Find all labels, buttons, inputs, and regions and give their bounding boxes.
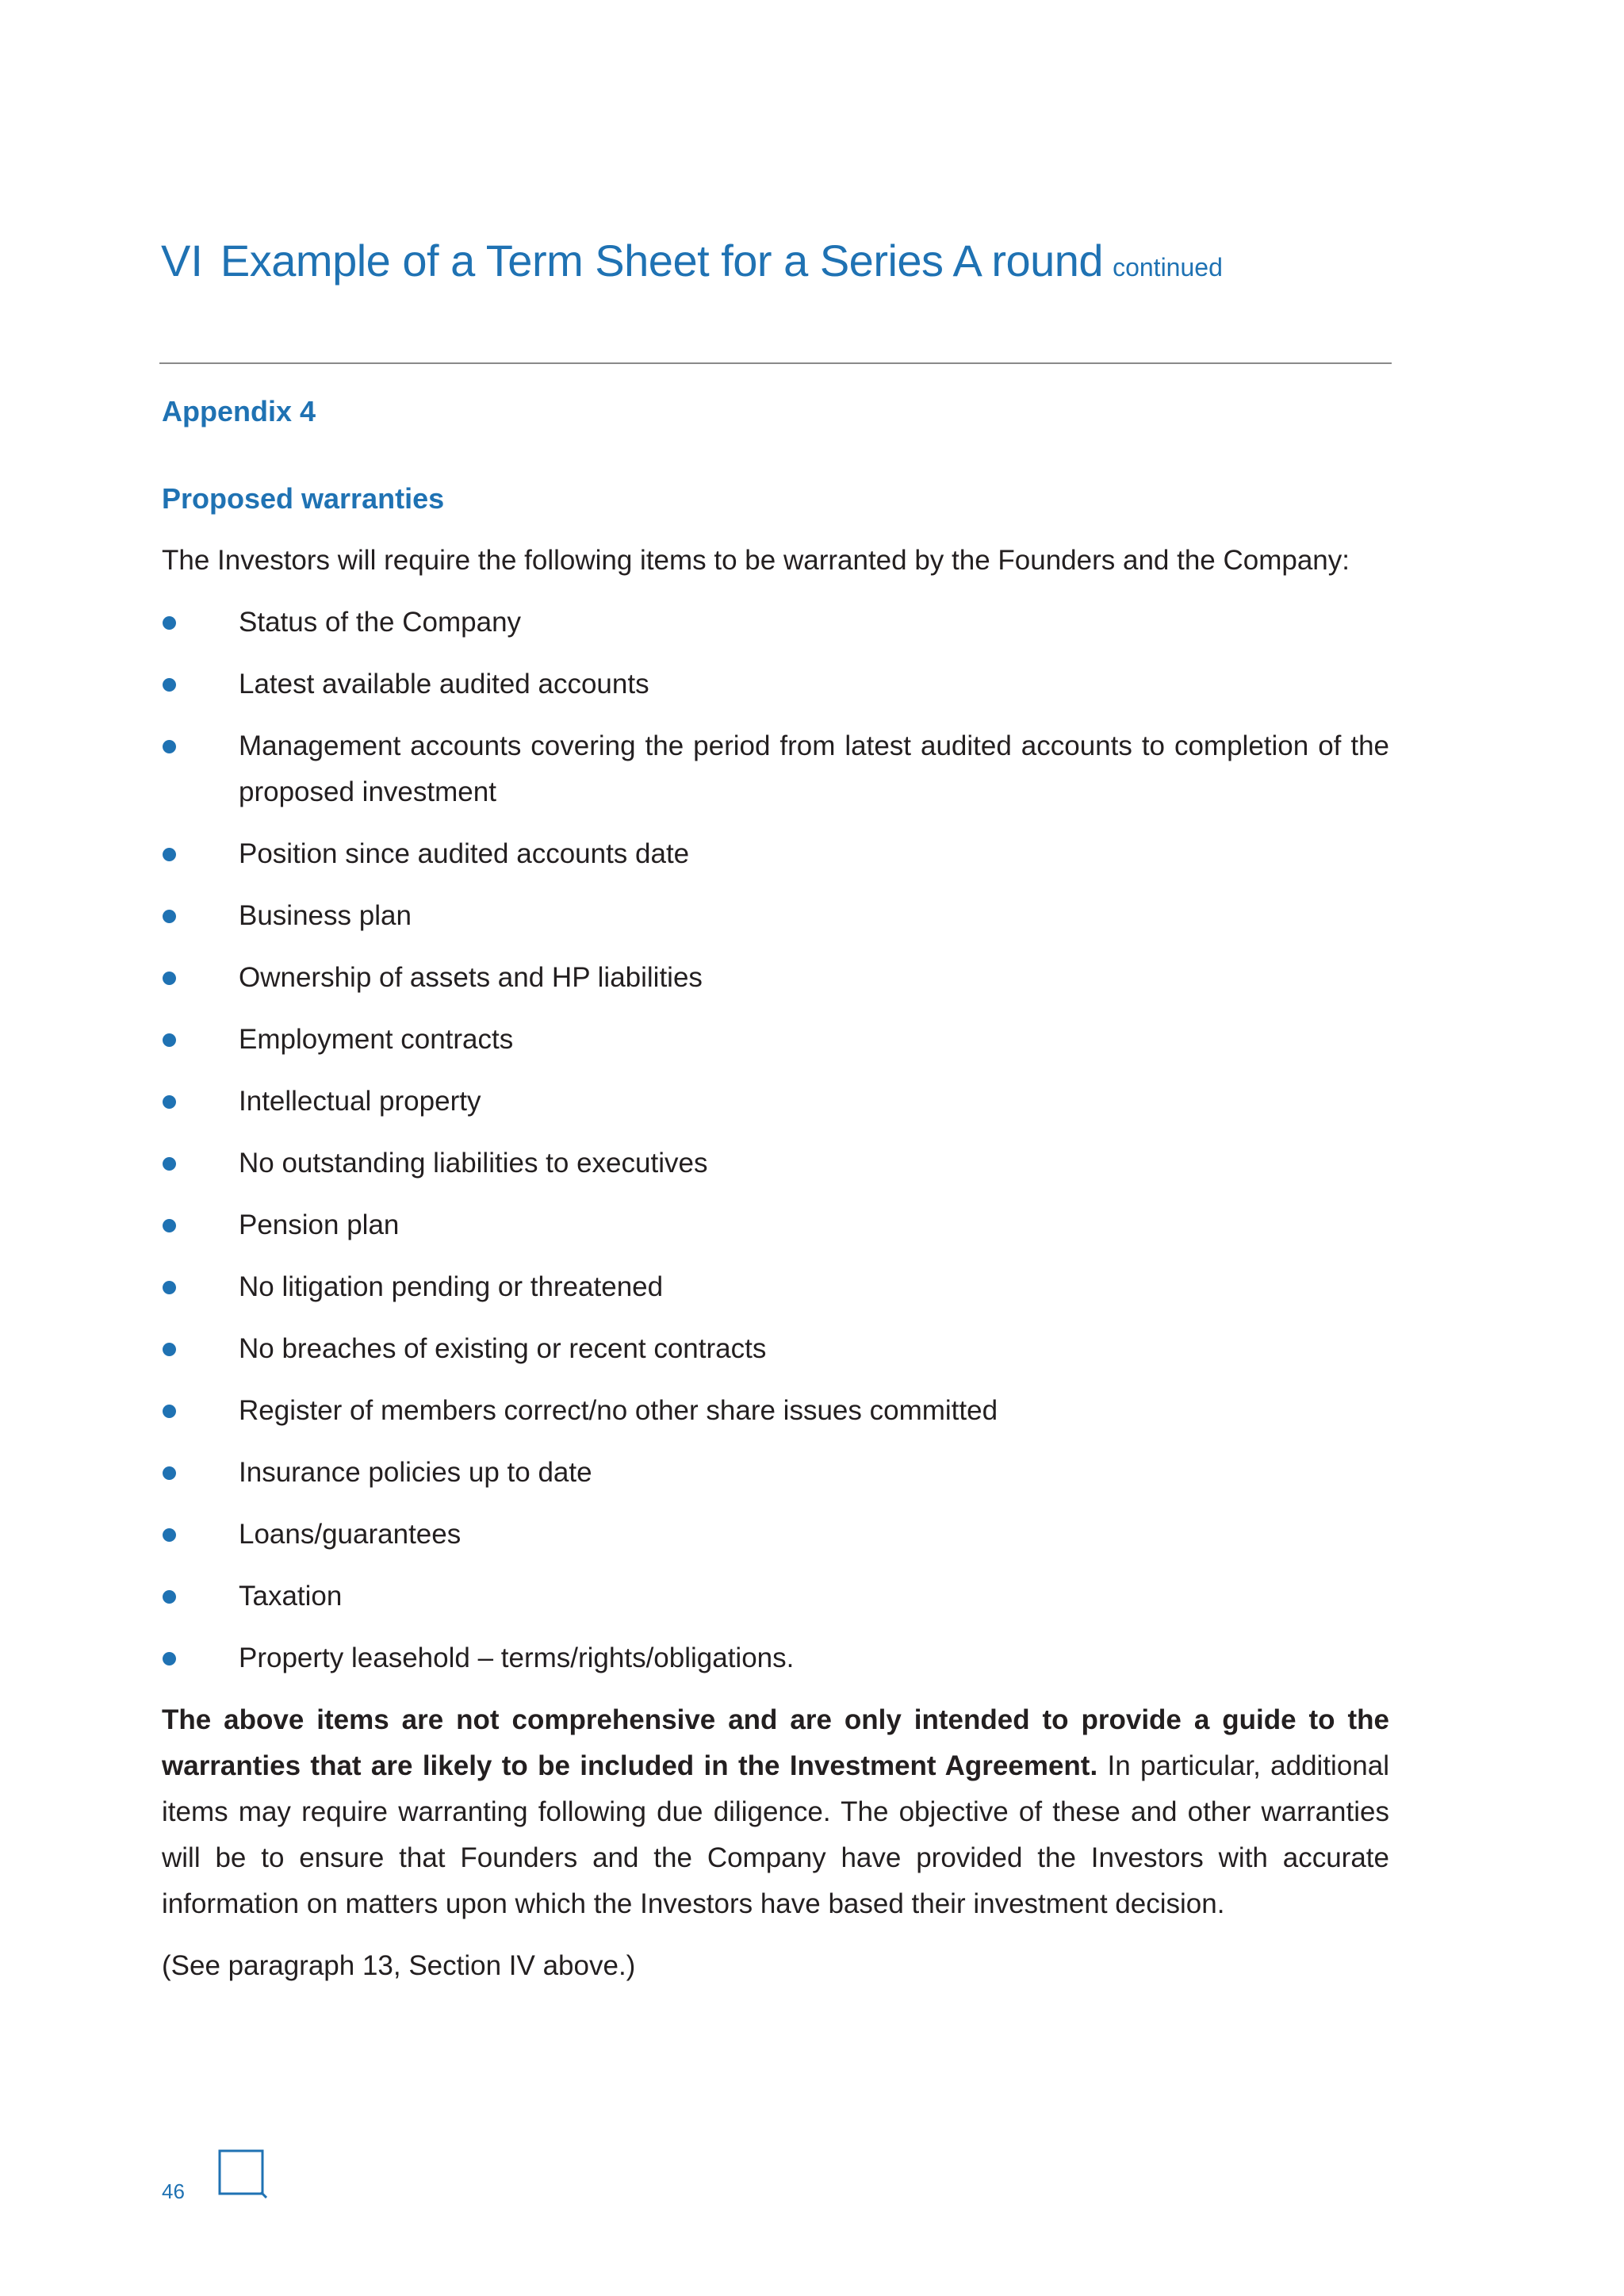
reference-note: (See paragraph 13, Section IV above.)	[162, 1950, 636, 1981]
warranty-item	[162, 1017, 1389, 1063]
warranty-item	[162, 661, 1389, 707]
bullet-dot-icon	[163, 1405, 176, 1418]
warranty-item-text: No outstanding liabilities to executives	[239, 1148, 708, 1179]
warranty-item-text: Property leasehold – terms/rights/obligations.	[239, 1642, 795, 1673]
warranty-list	[162, 600, 1389, 1681]
warranty-item	[162, 831, 1389, 877]
warranty-item	[162, 955, 1389, 1001]
header-divider	[159, 362, 1392, 364]
bullet-dot-icon	[163, 848, 176, 861]
page-header	[161, 235, 1392, 286]
section-number: VI	[161, 236, 203, 286]
bullet-dot-icon	[163, 1033, 176, 1047]
warranty-item-text: Ownership of assets and HP liabilities	[239, 962, 703, 993]
warranty-item	[162, 893, 1389, 939]
section-subheading: Proposed warranties	[162, 482, 445, 515]
appendix-heading: Appendix 4	[162, 395, 316, 427]
bullet-dot-icon	[163, 972, 176, 985]
warranty-item-text: No breaches of existing or recent contracts	[239, 1333, 767, 1364]
warranty-item-text: Insurance policies up to date	[239, 1457, 592, 1488]
warranty-item	[162, 1140, 1389, 1186]
continued-label: continued	[1113, 253, 1223, 282]
bullet-dot-icon	[163, 1590, 176, 1604]
warranty-item	[162, 1202, 1389, 1248]
warranty-item-text: Taxation	[239, 1581, 343, 1612]
bullet-dot-icon	[163, 1652, 176, 1665]
page-title: Example of a Term Sheet for a Series A round	[220, 236, 1104, 286]
warranty-item-text: Status of the Company	[239, 607, 522, 638]
warranty-item	[162, 600, 1389, 646]
bullet-dot-icon	[163, 1466, 176, 1480]
bullet-dot-icon	[163, 1219, 176, 1232]
bullet-dot-icon	[163, 1281, 176, 1294]
warranty-item	[162, 1635, 1389, 1681]
warranty-item-text: Position since audited accounts date	[239, 838, 690, 869]
bullet-dot-icon	[163, 1095, 176, 1109]
warranty-item-text: Pension plan	[239, 1209, 400, 1240]
closing-regular-text: In particular, additional items may require warranting following due diligence. The objective of these and other warranties will be to ensure that Founders and the Company have provided the Investors with accurate information on matters upon which the Investors have based their investment decision.	[162, 1750, 1389, 1919]
intro-paragraph: The Investors will require the following items to be warranted by the Founders and the Company:	[162, 545, 1350, 576]
warranty-item	[162, 1079, 1389, 1125]
warranty-item-text: No litigation pending or threatened	[239, 1271, 664, 1302]
warranty-item	[162, 1326, 1389, 1372]
warranty-item	[162, 1450, 1389, 1496]
main-content	[162, 389, 1389, 1989]
square-corner-mark-icon	[218, 2149, 267, 2198]
page-number: 46	[162, 2179, 185, 2203]
closing-paragraph	[162, 1697, 1389, 1927]
warranty-item	[162, 1512, 1389, 1558]
warranty-item	[162, 723, 1389, 815]
warranty-item-text: Management accounts covering the period from latest audited accounts to completion of the proposed investment	[239, 730, 1389, 807]
bullet-dot-icon	[163, 616, 176, 630]
warranty-item	[162, 1573, 1389, 1619]
warranty-item-text: Register of members correct/no other share issues committed	[239, 1395, 998, 1426]
warranty-item-text: Business plan	[239, 900, 412, 931]
warranty-item-text: Intellectual property	[239, 1086, 481, 1117]
bullet-dot-icon	[163, 740, 176, 753]
warranty-item-text: Loans/guarantees	[239, 1519, 462, 1550]
warranty-item-text: Latest available audited accounts	[239, 669, 649, 700]
bullet-dot-icon	[163, 1528, 176, 1542]
bullet-dot-icon	[163, 678, 176, 692]
warranty-item	[162, 1264, 1389, 1310]
bullet-dot-icon	[163, 910, 176, 923]
warranty-item-text: Employment contracts	[239, 1024, 514, 1055]
bullet-dot-icon	[163, 1343, 176, 1356]
closing-bold-text: The above items are not comprehensive and are only intended to provide a guide to the warranties that are likely to be included in the Investment Agreement.	[162, 1704, 1389, 1781]
warranty-item	[162, 1388, 1389, 1434]
bullet-dot-icon	[163, 1157, 176, 1171]
